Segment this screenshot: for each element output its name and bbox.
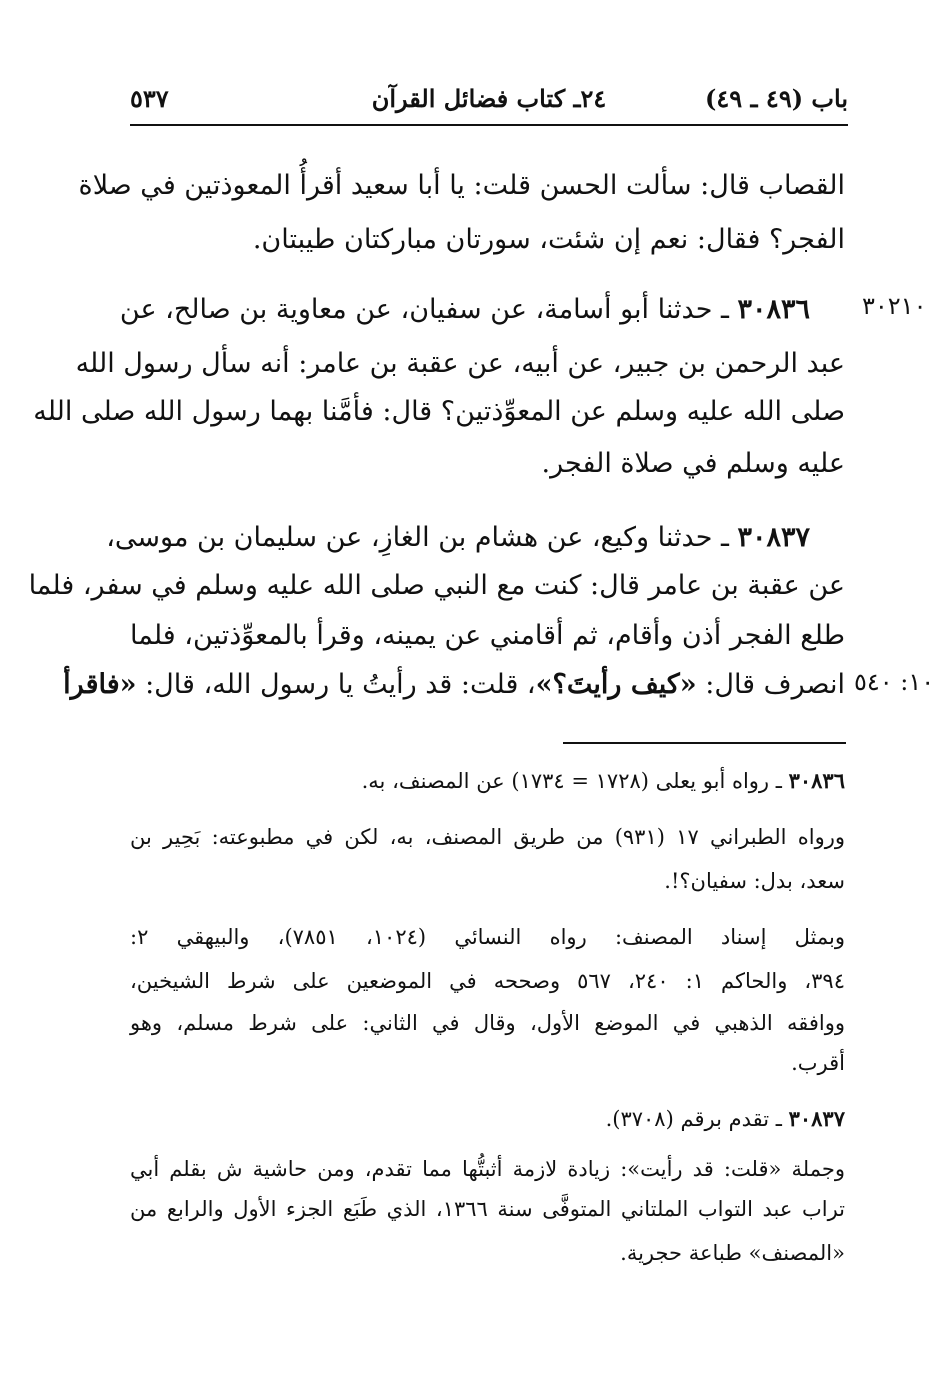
hadith-2-text: ـ حدثنا وكيع، عن هشام بن الغازِ، عن سليمان بن موسى، <box>106 522 729 553</box>
running-header <box>130 80 848 126</box>
hadith-2-line-3: طلع الفجر أذن وأقام، ثم أقامني عن يمينه، وقرأ بالمعوِّذتين، فلما <box>130 620 845 651</box>
margin-reference: ١٠: ٥٤٠ <box>854 668 935 696</box>
footnote-1-number: ٣٠٨٣٦ <box>788 768 845 793</box>
hadith-2-line-4-part-a: انصرف قال: <box>696 669 845 700</box>
hadith-2-line-2: عن عقبة بن عامر قال: كنت مع النبي صلى الله عليه وسلم في سفر، فلما <box>28 570 845 601</box>
footnote-separator <box>563 742 846 744</box>
footnote-1-text: ـ رواه أبو يعلى (١٧٢٨ = ١٧٣٤) عن المصنف، به. <box>361 769 782 793</box>
hadith-1-text: ـ حدثنا أبو أسامة، عن سفيان، عن معاوية بن صالح، عن <box>119 294 729 325</box>
chapter-label: باب (٤٩ ـ ٤٩) <box>705 84 848 113</box>
footnote-p5-line-3: «المصنف» طباعة حجرية. <box>620 1241 845 1265</box>
footnote-p2-line-1: ورواه الطبراني ١٧ (٩٣١) من طريق المصنف، به، لكن في مطبوعته: بَحِير بن <box>130 825 845 849</box>
page-number: ٥٣٧ <box>130 84 169 113</box>
footnote-p3-line-1: وبمثل إسناد المصنف: رواه النسائي (١٠٢٤، ٧٨٥١)، والبيهقي ٢: <box>130 925 846 949</box>
footnote-2-number: ٣٠٨٣٧ <box>788 1106 845 1131</box>
footnote-p3-line-3: ووافقه الذهبي في الموضع الأول، وقال في الثاني: على شرط مسلم، وهو <box>130 1011 845 1035</box>
hadith-1-line-4: عليه وسلم في صلاة الفجر. <box>541 448 845 479</box>
hadith-2-line-4-part-c: ، قلت: قد رأيتُ يا رسول الله، قال: <box>136 669 536 700</box>
quoted-phrase: «كيف رأيتَ؟» <box>535 669 697 700</box>
footnote-2 <box>130 1096 845 1142</box>
margin-number: ٣٠٢١٠ <box>862 292 927 320</box>
footnote-p5-line-1: وجملة «قلت: قد رأيت»: زيادة لازمة أثبتُّها مما تقدم، ومن حاشية ش بقلم أبي <box>130 1157 845 1181</box>
footnote-p3-line-4: أقرب. <box>791 1051 845 1075</box>
hadith-2-line-4 <box>63 657 845 713</box>
quoted-phrase-2: «فاقرأ <box>63 669 137 700</box>
hadith-1-number: ٣٠٨٣٦ <box>737 294 810 325</box>
footnote-p5-line-2: تراب عبد التواب الملتاني المتوفَّى سنة ١٣٦٦، الذي طَبَع الجزء الأول والرابع من <box>130 1197 845 1221</box>
footnote-1 <box>130 758 845 804</box>
intro-line-1: القصاب قال: سألت الحسن قلت: يا أبا سعيد أقرأُ المعوذتين في صلاة <box>78 170 845 201</box>
footnote-p2-line-2: سعد، بدل: سفيان؟!. <box>664 869 845 893</box>
footnote-p3-line-2: ٣٩٤، والحاكم ١: ٢٤٠، ٥٦٧ وصححه في الموضعين على شرط الشيخين، <box>130 969 845 993</box>
footnote-2-text: ـ تقدم برقم (٣٧٠٨). <box>605 1107 782 1131</box>
intro-line-2: الفجر؟ فقال: نعم إن شئت، سورتان مباركتان طيبتان. <box>252 224 845 255</box>
hadith-1-line-1 <box>119 282 810 338</box>
hadith-1-line-3: صلى الله عليه وسلم عن المعوِّذتين؟ قال: فأمَّنا بهما رسول الله صلى الله <box>33 396 845 427</box>
hadith-1-line-2: عبد الرحمن بن جبير، عن أبيه، عن عقبة بن عامر: أنه سأل رسول الله <box>75 348 845 379</box>
book-title: ٢٤ـ كتاب فضائل القرآن <box>371 84 607 113</box>
hadith-2-number: ٣٠٨٣٧ <box>737 522 810 553</box>
